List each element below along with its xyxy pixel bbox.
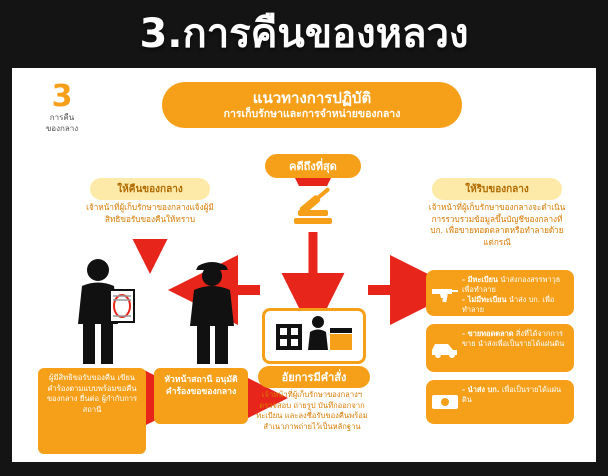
right-branch-body: เจ้าหน้าที่ผู้เก็บรักษาของกลางจะดำเนินการรวบรวมข้อมูลขึ้นบัญชีของกลางที่ บก. เพื่อขายทอดตลาดหรือทำลายด้วยแต่กรณี (428, 202, 566, 247)
right-card-cash (426, 380, 574, 424)
custodian-procedure-text: เจ้าหน้าที่ผู้เก็บรักษาของกลางฯ ตรวจสอบ ถ่ายรูป บันทึกออกจากทะเบียน และลงชื่อรับของคืนพร้อมสำเนาภาพถ่ายไว้เป็นหลักฐาน (256, 390, 368, 431)
step-label-line1: การคืน (49, 113, 75, 122)
right-card-cash-text: - นำส่ง บก. เพื่อเป็นรายได้แผ่นดิน (462, 385, 562, 404)
header-banner (162, 82, 462, 128)
right-card-firearm-text: - มีทะเบียน นำส่งกองสรรพาวุธ เพื่อทำลาย - ไม่มีทะเบียน นำส่ง บก. เพื่อทำลาย (462, 275, 561, 314)
center-label: อัยการมีคำสั่ง (258, 366, 370, 388)
claimant-request-box: ผู้มีสิทธิขอรับของคืน เขียนคำร้องตามแบบพร้อมขอคืนของกลาง ยื่นต่อ ผู้กำกับการสถานี (38, 368, 146, 454)
police-officer-icon (180, 256, 246, 366)
right-branch-pill: ให้ริบของกลาง (432, 178, 562, 200)
right-card-firearm (426, 270, 574, 316)
step-badge (26, 79, 98, 154)
step-label-line2: ของกลาง (45, 124, 79, 133)
gavel-icon (284, 186, 342, 230)
cash-icon (428, 385, 462, 419)
firearm-icon (428, 276, 462, 310)
station-chief-box: หัวหน้าสถานี อนุมัติคำร้องขอของกลาง (154, 368, 248, 424)
left-branch-body: เจ้าหน้าที่ผู้เก็บรักษาของกลางแจ้งผู้มีสิทธิขอรับของคืนให้ทราบ (86, 202, 214, 224)
banner-subtitle: การเก็บรักษาและการจำหน่ายของกลาง (223, 108, 401, 120)
diagram-board (12, 68, 596, 462)
best-case-pill: คดีถึงที่สุด (265, 154, 361, 178)
left-branch-pill: ให้คืนของกลาง (90, 178, 210, 200)
civilian-with-document-icon (72, 256, 138, 366)
banner-title: แนวทางการปฏิบัติ (252, 89, 372, 107)
step-number: 3 (51, 79, 73, 114)
page-title: 3.การคืนของหลวง (139, 11, 469, 57)
officer-desk-icon (262, 308, 366, 364)
right-card-vehicle-text: - ขายทอดตลาด สิ่งที่ได้จากการขาย นำส่งเพื่อเป็นรายได้แผ่นดิน (462, 329, 565, 348)
right-card-vehicle (426, 324, 574, 372)
vehicle-icon (428, 331, 462, 365)
